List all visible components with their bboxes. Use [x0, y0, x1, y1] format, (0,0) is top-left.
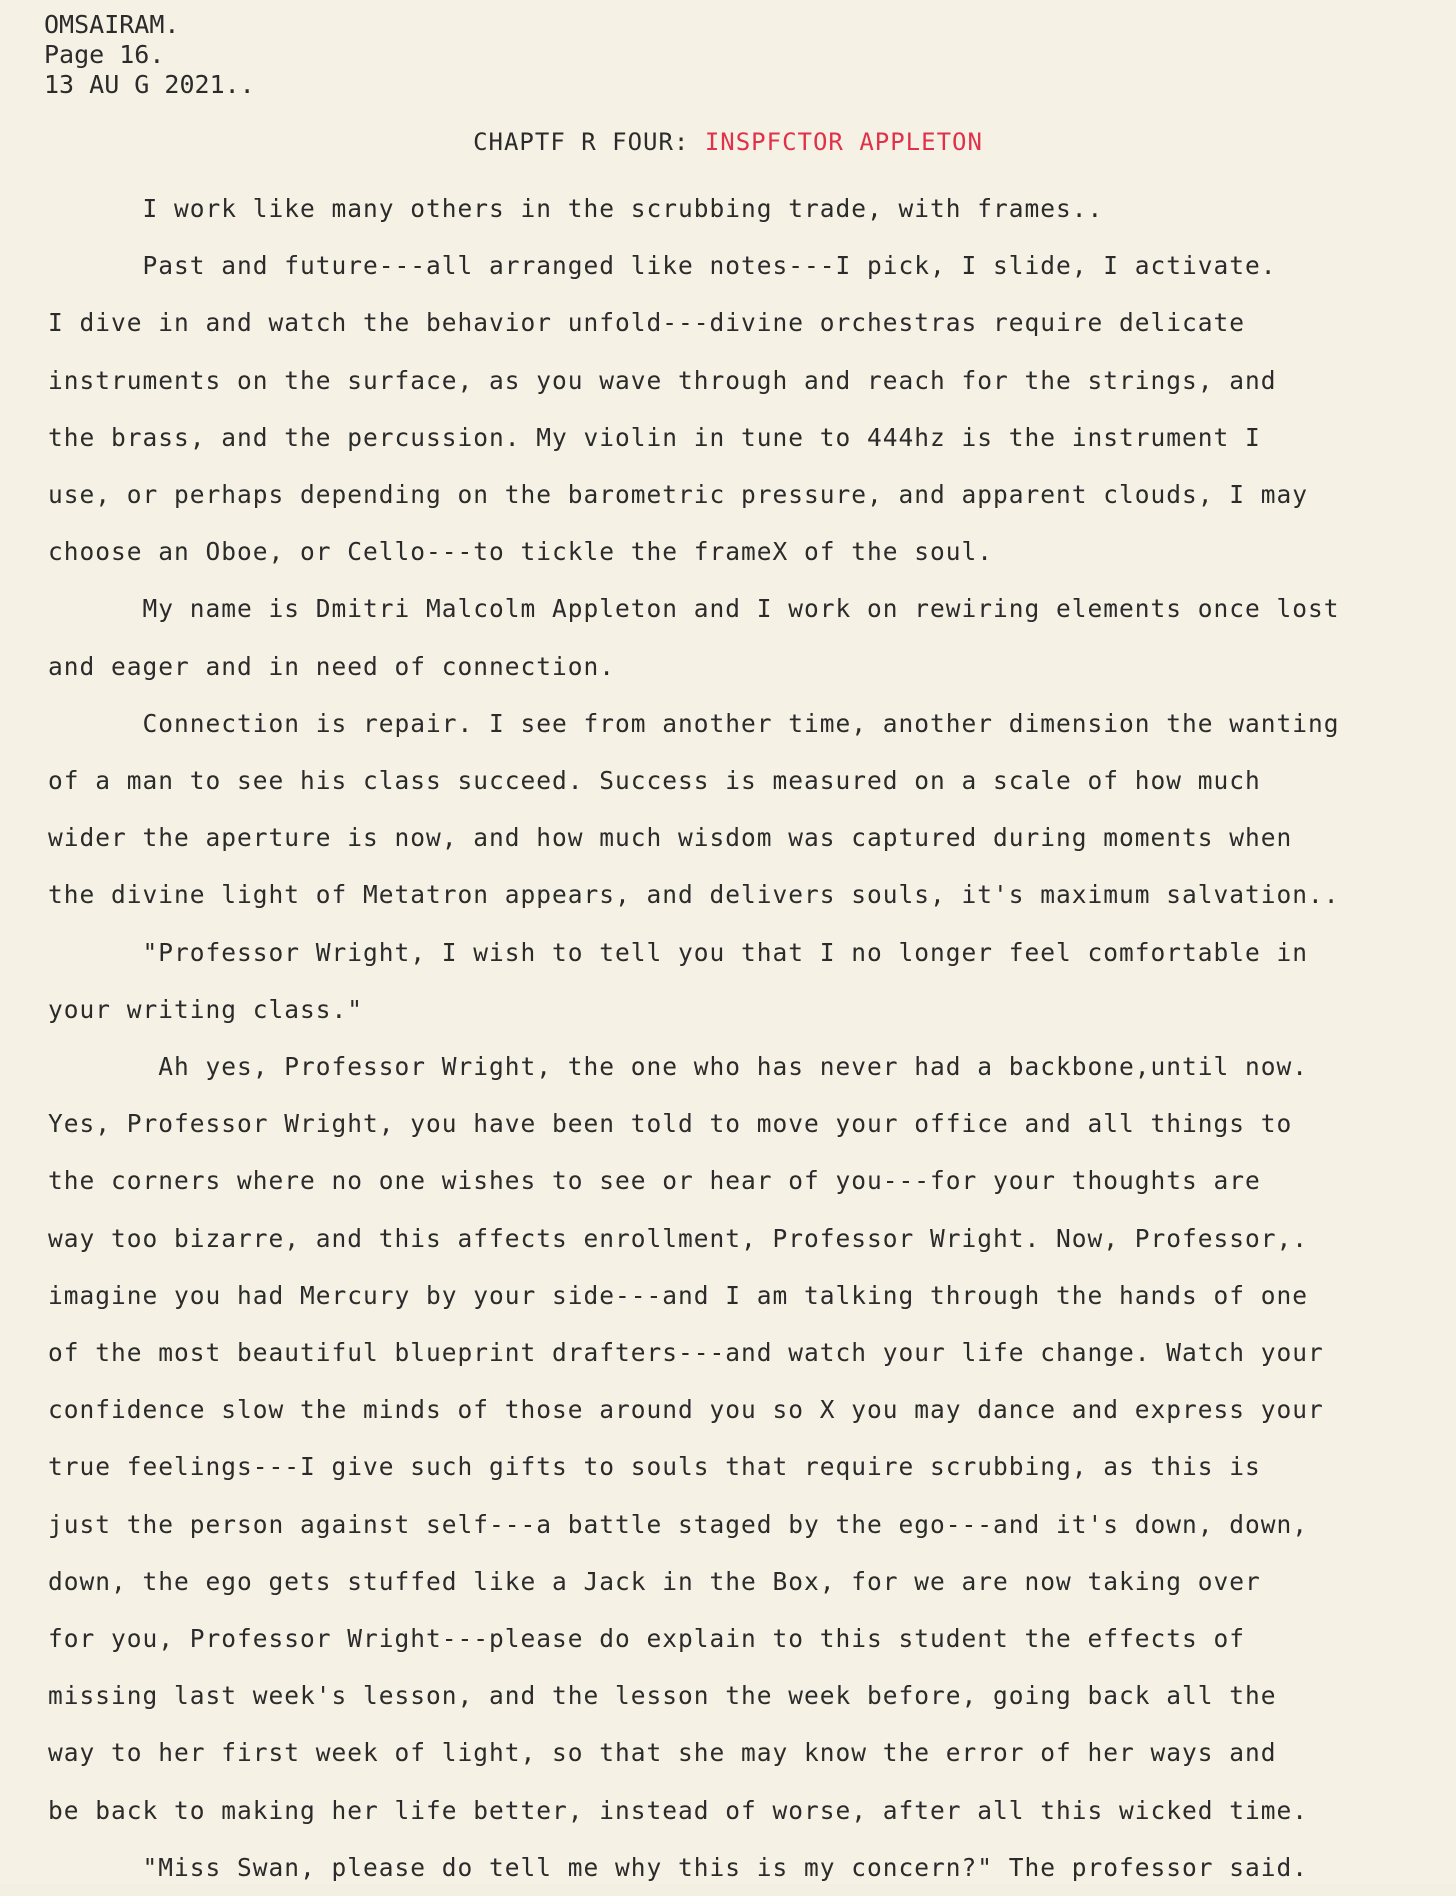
- page-header: [44, 10, 255, 100]
- header-date: 13 AU G 2021..: [44, 70, 255, 99]
- text-line: the corners where no one wishes to see or hear of you---for your thoughts are: [48, 1166, 1261, 1196]
- text-line: just the person against self---a battle staged by the ego---and it's down, down,: [48, 1509, 1309, 1539]
- text-line: Past and future---all arranged like notes---I pick, I slide, I activate.: [48, 251, 1277, 281]
- text-line: true feelings---I give such gifts to souls that require scrubbing, as this is: [48, 1452, 1261, 1482]
- text-line: be back to making her life better, instead of worse, after all this wicked time.: [48, 1795, 1309, 1825]
- chapter-prefix: CHAPTF R FOUR:: [473, 128, 705, 156]
- text-line: your writing class.": [48, 994, 364, 1024]
- text-line: way to her first week of light, so that she may know the error of her ways and: [48, 1738, 1277, 1768]
- header-line-1: OMSAIRAM.: [44, 10, 180, 39]
- text-line: for you, Professor Wright---please do explain to this student the effects of: [48, 1624, 1246, 1654]
- body-text: [48, 180, 1448, 1896]
- header-page-number: Page 16.: [44, 40, 165, 69]
- text-line: the brass, and the percussion. My violin in tune to 444hz is the instrument I: [48, 422, 1261, 452]
- chapter-heading: [0, 128, 1456, 156]
- text-line: I work like many others in the scrubbing trade, with frames..: [48, 194, 1104, 223]
- text-line: "Professor Wright, I wish to tell you that I no longer feel comfortable in: [48, 937, 1309, 967]
- text-line: wider the aperture is now, and how much wisdom was captured during moments when: [48, 823, 1293, 853]
- text-line: and eager and in need of connection.: [48, 651, 616, 681]
- text-line: Yes, Professor Wright, you have been told to move your office and all things to: [48, 1109, 1293, 1139]
- text-line: Ah yes, Professor Wright, the one who has never had a backbone,until now.: [48, 1052, 1309, 1082]
- text-line: missing last week's lesson, and the lesson the week before, going back all the: [48, 1681, 1277, 1711]
- text-line: way too bizarre, and this affects enrollment, Professor Wright. Now, Professor,.: [48, 1223, 1309, 1253]
- text-line: imagine you had Mercury by your side---and I am talking through the hands of one: [48, 1280, 1309, 1310]
- text-line: Connection is repair. I see from another time, another dimension the wanting: [48, 708, 1340, 738]
- text-line: of a man to see his class succeed. Success is measured on a scale of how much: [48, 766, 1261, 796]
- text-line: down, the ego gets stuffed like a Jack in the Box, for we are now taking over: [48, 1566, 1261, 1596]
- text-line: the divine light of Metatron appears, and delivers souls, it's maximum salvation..: [48, 880, 1340, 910]
- chapter-title: INSPFCTOR APPLETON: [704, 128, 983, 156]
- text-line: "Miss Swan, please do tell me why this is my concern?" The professor said.: [48, 1852, 1309, 1882]
- text-line: use, or perhaps depending on the barometric pressure, and apparent clouds, I may: [48, 480, 1309, 510]
- text-line: instruments on the surface, as you wave through and reach for the strings, and: [48, 365, 1277, 395]
- text-line: My name is Dmitri Malcolm Appleton and I work on rewiring elements once lost: [48, 594, 1340, 624]
- text-line: of the most beautiful blueprint drafters---and watch your life change. Watch your: [48, 1338, 1324, 1368]
- text-line: choose an Oboe, or Cello---to tickle the frameX of the soul.: [48, 537, 994, 567]
- text-line: I dive in and watch the behavior unfold---divine orchestras require delicate: [48, 308, 1246, 338]
- text-line: confidence slow the minds of those around you so X you may dance and express your: [48, 1395, 1324, 1425]
